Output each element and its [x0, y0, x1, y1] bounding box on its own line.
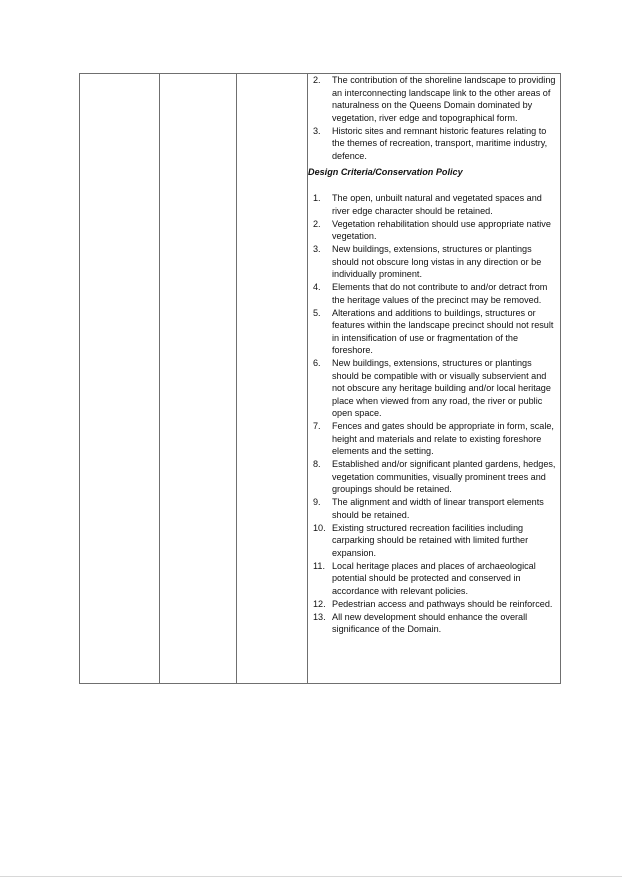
table-cell-empty-2 — [160, 74, 237, 684]
conservation-policy-list — [308, 192, 560, 636]
list-item-number: 6. — [313, 358, 321, 368]
list-item-text: Fences and gates should be appropriate in form, scale, height and materials and relate to existing foreshore elements and the setting. — [332, 421, 554, 456]
list-item — [308, 307, 560, 357]
list-item-text: Existing structured recreation facilities including carparking should be retained with limited further expansion. — [332, 522, 529, 558]
list-item-number: 3. — [313, 244, 321, 254]
list-item-number: 12. — [313, 598, 326, 609]
list-item-text: The contribution of the shoreline landscape to providing an interconnecting landscape link to the other areas of naturalness on the Queens Domain dominated by vegetation, river edge and topographical form. — [332, 75, 556, 123]
list-item-text: Elements that do not contribute to and/or detract from the heritage values of the precinct may be removed. — [332, 282, 548, 305]
list-item-number: 10. — [313, 522, 326, 533]
design-criteria-heading: Design Criteria/Conservation Policy — [308, 167, 463, 177]
table-cell-empty-1 — [80, 74, 160, 684]
list-item-text: The open, unbuilt natural and vegetated spaces and river edge character should be retained. — [332, 193, 542, 216]
list-item-text: Vegetation rehabilitation should use appropriate native vegetation. — [332, 218, 551, 241]
list-item — [308, 560, 560, 598]
list-item — [308, 243, 560, 281]
list-item — [308, 192, 560, 217]
list-item — [308, 218, 560, 243]
list-item-number: 11. — [313, 560, 325, 571]
list-item-text: Alterations and additions to buildings, structures or features within the landscape precinct should not result in intensification of use or fragmentation of the foreshore. — [332, 307, 554, 355]
list-item — [308, 357, 560, 420]
list-item-number: 8. — [313, 459, 321, 469]
list-item — [308, 281, 560, 306]
table-row — [80, 74, 561, 684]
list-item — [308, 611, 560, 636]
list-item-number: 2. — [313, 75, 321, 85]
list-item-text: Established and/or significant planted gardens, hedges, vegetation communities, visually prominent trees and groupings should be retained. — [332, 459, 556, 494]
list-item — [308, 598, 560, 611]
list-item — [308, 496, 560, 521]
list-item-number: 1. — [313, 193, 321, 203]
list-item — [308, 125, 560, 163]
list-item-text: Pedestrian access and pathways should be reinforced. — [332, 598, 553, 609]
list-item-number: 7. — [313, 421, 321, 431]
list-item-number: 3. — [313, 125, 321, 136]
list-item-number: 4. — [313, 282, 321, 292]
table-cell-content — [308, 74, 561, 684]
list-item-text: The alignment and width of linear transport elements should be retained. — [332, 497, 544, 520]
list-item-text: Historic sites and remnant historic features relating to the themes of recreation, transport, maritime industry, defence. — [332, 125, 548, 161]
list-item-text: New buildings, extensions, structures or plantings should be compatible with or visually subservient and not obscure any heritage building and/or local heritage place when viewed from any road, the river or public open space. — [332, 358, 551, 418]
list-item-text: Local heritage places and places of archaeological potential should be protected and conserved in accordance with relevant policies. — [332, 560, 536, 596]
list-item — [308, 522, 560, 560]
table-cell-empty-3 — [237, 74, 308, 684]
significance-list — [308, 74, 560, 162]
page-bottom-divider — [0, 876, 622, 877]
list-item-number: 9. — [313, 497, 321, 507]
list-item — [308, 74, 560, 124]
list-item — [308, 458, 560, 496]
list-item-number: 5. — [313, 307, 321, 318]
policy-table — [79, 73, 561, 684]
list-item-text: All new development should enhance the overall significance of the Domain. — [332, 611, 528, 634]
list-item — [308, 420, 560, 458]
list-item-text: New buildings, extensions, structures or plantings should not obscure long vistas in any direction or be individually prominent. — [332, 244, 542, 279]
list-item-number: 2. — [313, 218, 321, 229]
list-item-number: 13. — [313, 611, 326, 622]
